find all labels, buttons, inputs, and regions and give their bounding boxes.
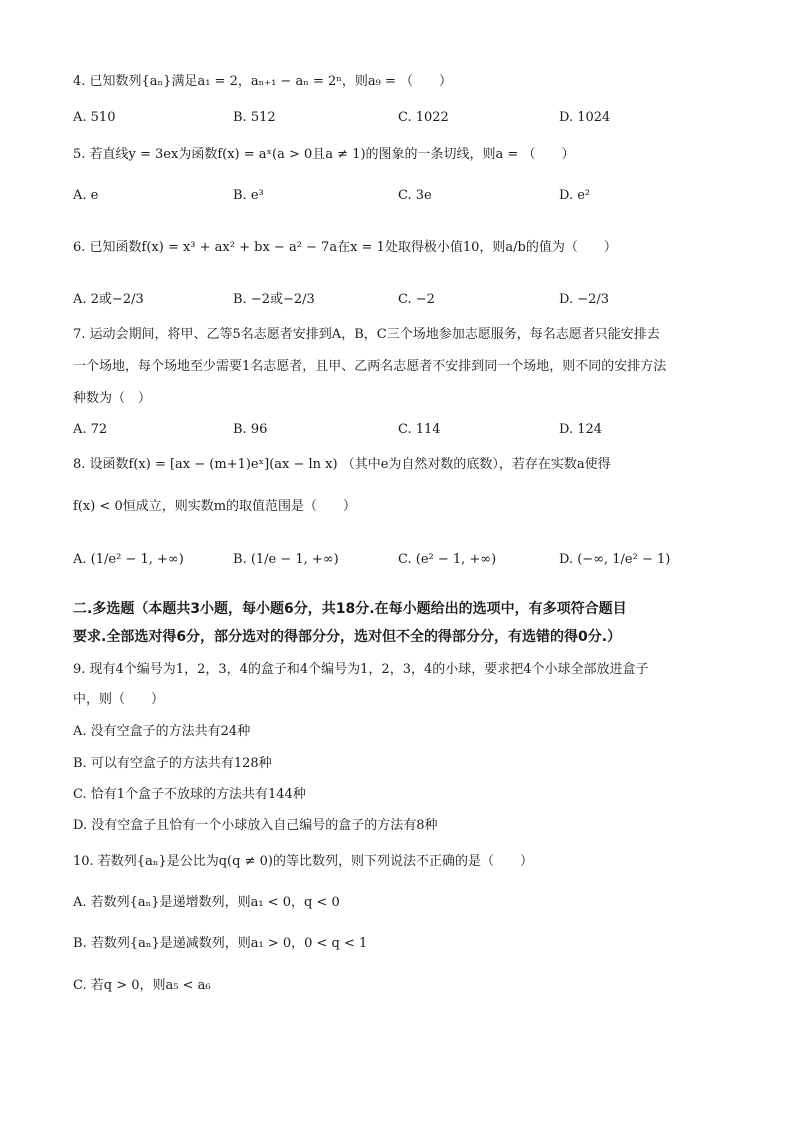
question-8-line-1: 8. 设函数f(x) = [ax − (m+1)eˣ](ax − ln x) （其中e为自然对数的底数），若存在实数a使得 (73, 457, 611, 472)
option-d: D. 1024 (559, 110, 611, 125)
option-c: C. 1022 (398, 110, 449, 125)
question-7-options (73, 420, 753, 440)
option-b: B. −2或−2/3 (233, 292, 315, 307)
question-9-option-a: A. 没有空盒子的方法共有24种 (73, 724, 251, 739)
question-7-line-3: 种数为（ ） (73, 391, 152, 406)
option-c: C. 3e (398, 188, 432, 203)
option-a: A. (1/e² − 1, +∞) (73, 552, 184, 567)
question-4-options (73, 108, 753, 128)
option-a: A. 510 (73, 110, 116, 125)
option-a: A. e (73, 188, 99, 203)
question-5-options (73, 186, 753, 206)
option-c: C. (e² − 1, +∞) (398, 552, 497, 567)
question-9-option-b: B. 可以有空盒子的方法共有128种 (73, 756, 272, 771)
section-2-heading-line-2: 要求.全部选对得6分，部分选对的得部分分，选对但不全的得部分分，有选错的得0分.） (73, 629, 622, 645)
question-10-stem: 10. 若数列{aₙ}是公比为q(q ≠ 0)的等比数列，则下列说法不正确的是（ ） (73, 854, 533, 869)
option-d: D. −2/3 (559, 292, 610, 307)
question-9-option-d: D. 没有空盒子且恰有一个小球放入自己编号的盒子的方法有8种 (73, 818, 438, 833)
option-d: D. 124 (559, 422, 603, 437)
option-a: A. 72 (73, 422, 108, 437)
question-7-line-1: 7. 运动会期间，将甲、乙等5名志愿者安排到A，B，C三个场地参加志愿服务，每名志愿者只能安排去 (73, 327, 660, 342)
section-2-heading-line-1: 二.多选题（本题共3小题，每小题6分，共18分.在每小题给出的选项中，有多项符合题目 (73, 601, 627, 617)
question-4-stem: 4. 已知数列{aₙ}满足a₁ = 2，aₙ₊₁ − aₙ = 2ⁿ，则a₉ = （ ） (73, 74, 452, 89)
option-a: A. 2或−2/3 (73, 292, 144, 307)
option-d: D. (−∞, 1/e² − 1) (559, 552, 671, 567)
option-c: C. 114 (398, 422, 441, 437)
question-6-options (73, 290, 753, 310)
question-7-line-2: 一个场地，每个场地至少需要1名志愿者，且甲、乙两名志愿者不安排到同一个场地，则不同的安排方法 (73, 359, 667, 374)
question-8-options (73, 550, 753, 570)
question-10-option-b: B. 若数列{aₙ}是递减数列，则a₁ > 0，0 < q < 1 (73, 936, 368, 951)
option-c: C. −2 (398, 292, 435, 307)
question-9-option-c: C. 恰有1个盒子不放球的方法共有144种 (73, 787, 306, 802)
option-d: D. e² (559, 188, 591, 203)
option-b: B. 512 (233, 110, 276, 125)
option-b: B. 96 (233, 422, 268, 437)
question-5-stem: 5. 若直线y = 3ex为函数f(x) = aˣ(a > 0且a ≠ 1)的图象的一条切线，则a = （ ） (73, 147, 575, 162)
question-8-line-2: f(x) < 0恒成立，则实数m的取值范围是（ ） (73, 499, 357, 514)
option-b: B. (1/e − 1, +∞) (233, 552, 339, 567)
option-b: B. e³ (233, 188, 264, 203)
question-10-option-a: A. 若数列{aₙ}是递增数列，则a₁ < 0，q < 0 (73, 895, 340, 910)
question-10-option-c: C. 若q > 0，则a₅ < a₆ (73, 978, 211, 993)
question-9-line-1: 9. 现有4个编号为1，2，3，4的盒子和4个编号为1，2，3，4的小球，要求把4个小球全部放进盒子 (73, 662, 649, 677)
question-6-stem: 6. 已知函数f(x) = x³ + ax² + bx − a² − 7a在x = 1处取得极小值10，则a/b的值为（ ） (73, 240, 617, 255)
question-9-line-2: 中，则（ ） (73, 692, 165, 707)
